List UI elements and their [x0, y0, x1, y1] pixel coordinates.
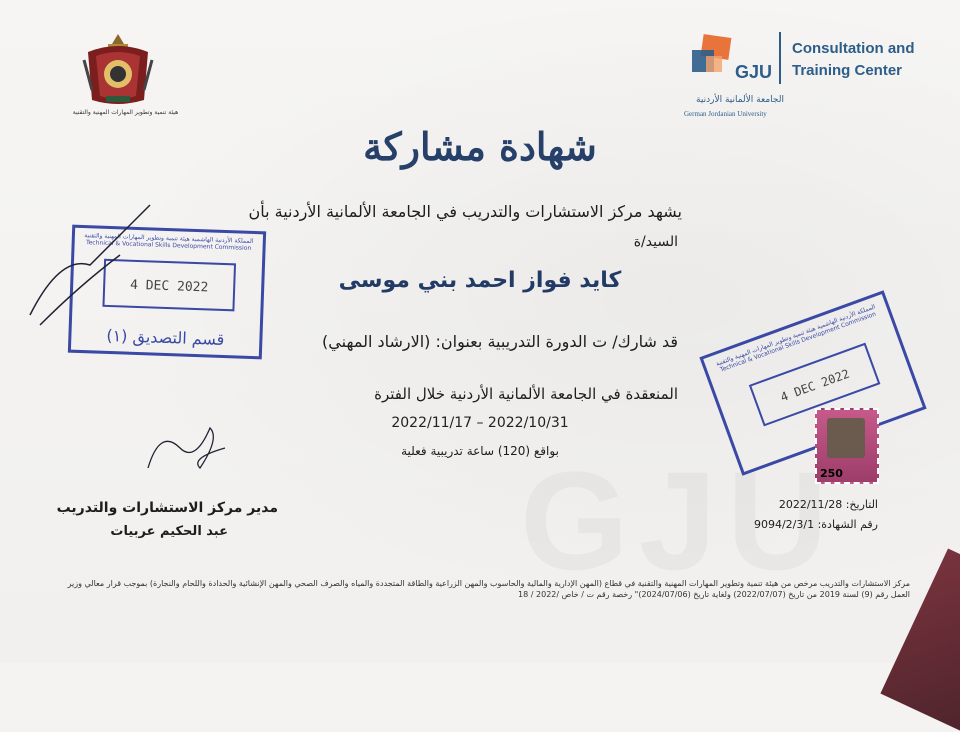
- signature-left-icon: [20, 195, 160, 335]
- logo-divider: [779, 32, 781, 84]
- center-name: [792, 38, 915, 82]
- license-footnote: [50, 578, 910, 600]
- revenue-stamp: [815, 408, 879, 484]
- stamp-header: المملكة الأردنية الهاشمية هيئة تنمية وتطوير المهارات المهنية والتقنية Technical & Vocational Skills Development Commission: [715, 303, 877, 374]
- course-dates: 2022/11/17 – 2022/10/31: [391, 415, 569, 431]
- center-line-2: Training Center: [792, 62, 903, 79]
- certificate-title: شهادة مشاركة: [363, 124, 597, 169]
- crest-caption: هيئة تنمية وتطوير المهارات المهنية والتقنية: [72, 109, 179, 116]
- course-hours: بواقع (120) ساعة تدريبية فعلية: [401, 444, 559, 458]
- authentication-stamp-right: [699, 290, 926, 475]
- stamp-date: 4 DEC 2022: [129, 277, 209, 296]
- corner-ribbon: [880, 548, 960, 731]
- gju-arabic-name: الجامعة الألمانية الأردنية: [696, 95, 784, 105]
- stamp-footer: قسم التصديق (١): [106, 325, 225, 350]
- gju-logo-icon: [688, 34, 732, 78]
- statement-line: يشهد مركز الاستشارات والتدريب في الجامعة الألمانية الأردنية بأن: [248, 202, 682, 221]
- footnote-line-2: العمل رقم (9) لسنة 2019 من تاريخ (2022/07/07) ولغاية تاريخ (2024/07/06)" رخصة رقم ت / خاص /2022 / 18: [518, 590, 910, 599]
- jordan-crest-icon: [78, 30, 158, 110]
- footnote-line-1: مركز الاستشارات والتدريب مرخص من هيئة تنمية وتطوير المهارات المهنية والتقنية في قطاع (المهن الإدارية والمالية والحاسوب والمهن الزراعية والطاقة المتجددة والمياه والصرف الصحي والمهن الإنشائية والحدادة واللحام والنجارة) بموجب قرار معالي وزير: [67, 579, 910, 588]
- center-line-1: Consultation and: [792, 40, 915, 57]
- revenue-stamp-image: [827, 418, 865, 458]
- venue-line: المنعقدة في الجامعة الألمانية الأردنية خلال الفترة: [374, 385, 678, 403]
- stamp-header: المملكة الأردنية الهاشمية هيئة تنمية وتطوير المهارات المهنية والتقنية Technical & Vocational Skills Development Commission: [84, 232, 254, 252]
- revenue-stamp-value: 250: [820, 467, 843, 480]
- director-signature-icon: [140, 418, 230, 478]
- stamp-date: 4 DEC 2022: [778, 366, 852, 405]
- salutation: السيد/ة: [633, 234, 678, 250]
- certificate-number: رقم الشهادة: 9094/2/3/1: [753, 518, 878, 531]
- signatory-name: عبد الحكيم عربيات: [110, 524, 228, 539]
- participant-name: كايد فواز احمد بني موسى: [338, 268, 622, 293]
- gju-watermark: [520, 440, 760, 590]
- signatory-title: مدير مركز الاستشارات والتدريب: [56, 500, 278, 516]
- gju-brand: GJU: [735, 62, 773, 82]
- gju-english-name: German Jordanian University: [684, 110, 767, 118]
- certificate-date: التاريخ: 2022/11/28: [778, 498, 878, 511]
- course-line: قد شارك/ ت الدورة التدريبية بعنوان: (الارشاد المهني): [322, 332, 678, 351]
